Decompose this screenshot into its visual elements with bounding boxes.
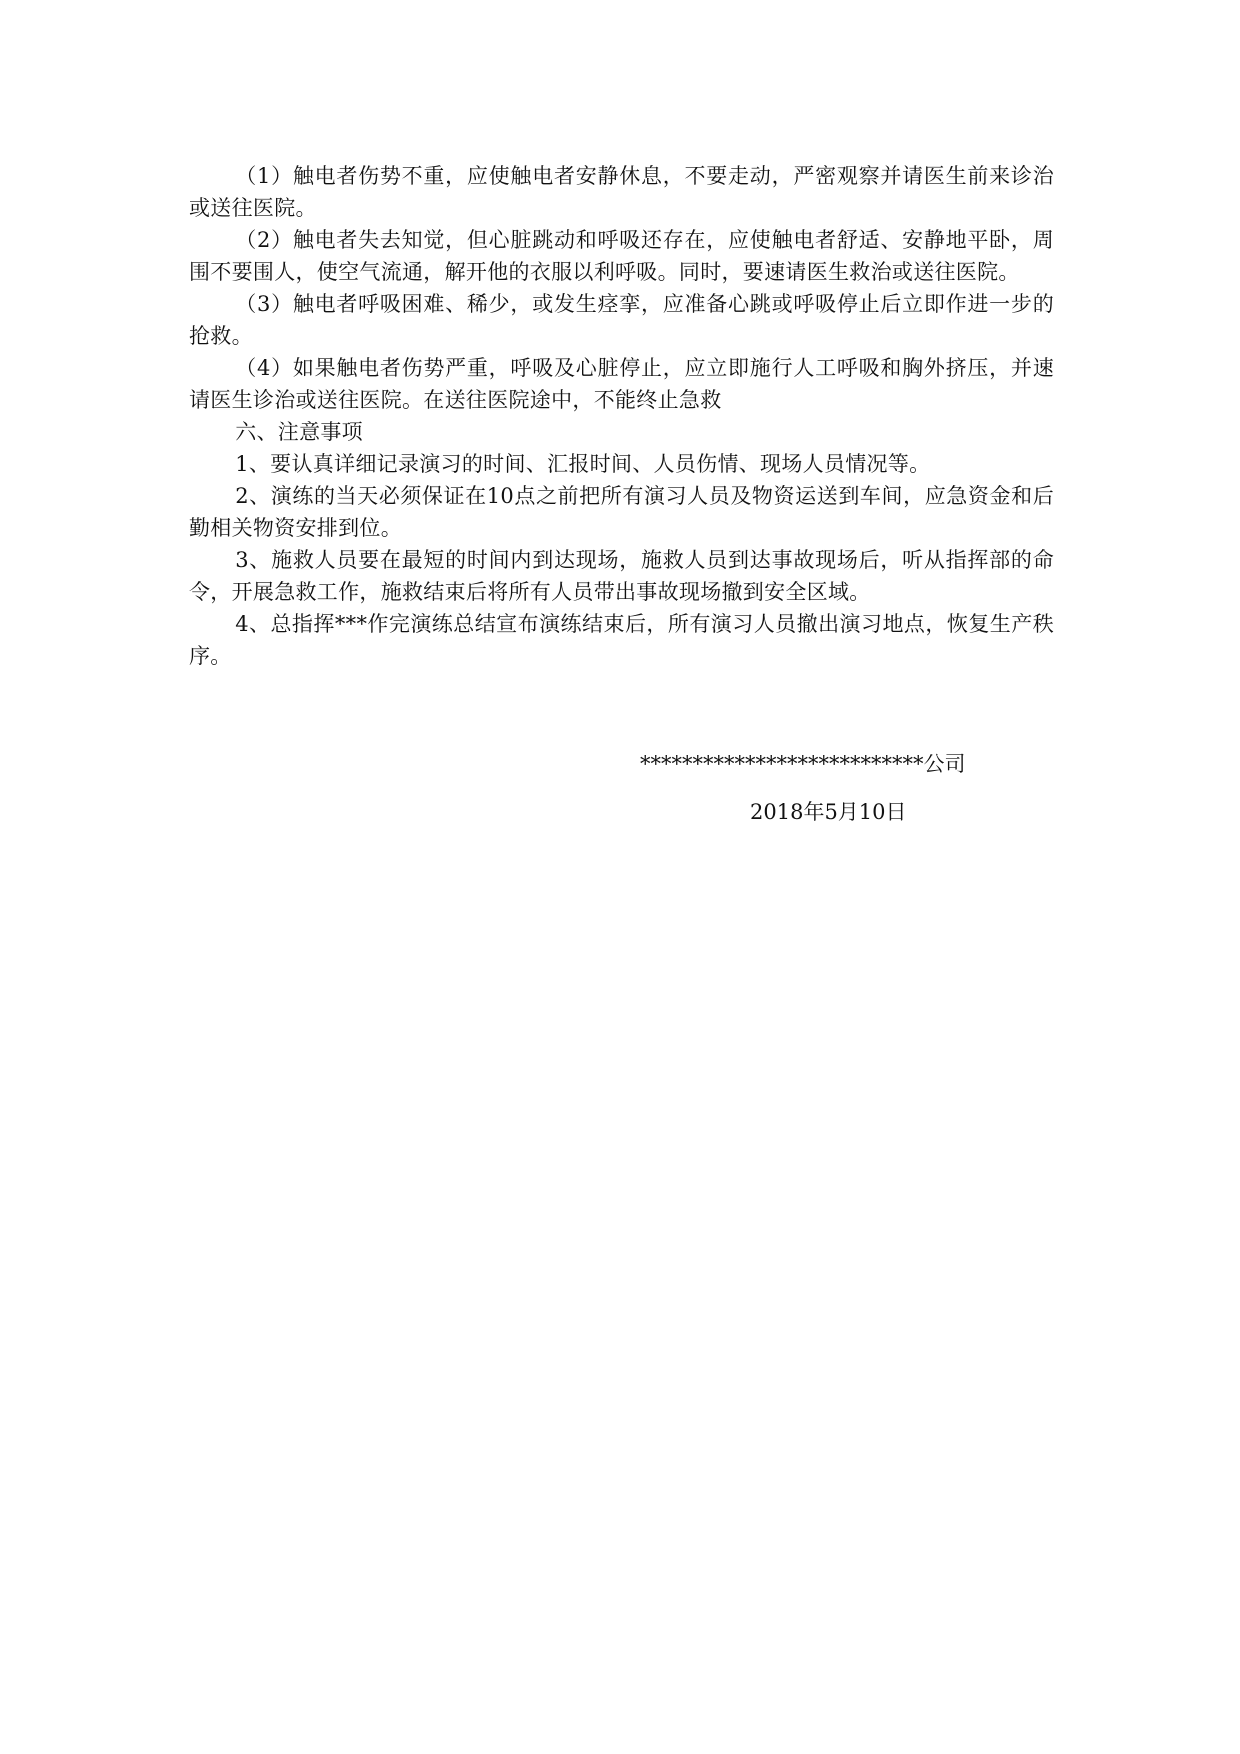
paragraph-note-2: 2、演练的当天必须保证在10点之前把所有演习人员及物资运送到车间，应急资金和后勤相关物资安排到位。	[189, 484, 1054, 540]
paragraph-note-4: 4、总指挥***作完演练总结宣布演练结束后，所有演习人员撤出演习地点，恢复生产秩序。	[189, 612, 1054, 668]
paragraph-first-aid-2: （2）触电者失去知觉，但心脏跳动和呼吸还存在，应使触电者舒适、安静地平卧，周围不要围人，使空气流通，解开他的衣服以利呼吸。同时，要速请医生救治或送往医院。	[189, 228, 1054, 284]
document-date: 2018年5月10日	[750, 800, 907, 824]
paragraph-note-1: 1、要认真详细记录演习的时间、汇报时间、人员伤情、现场人员情况等。	[235, 452, 931, 476]
company-signature: ***************************公司	[640, 752, 966, 776]
document-body	[189, 160, 1054, 672]
paragraph-first-aid-1: （1）触电者伤势不重，应使触电者安静休息，不要走动，严密观察并请医生前来诊治或送往医院。	[189, 164, 1054, 220]
paragraph-first-aid-4: （4）如果触电者伤势严重，呼吸及心脏停止，应立即施行人工呼吸和胸外挤压，并速请医生诊治或送往医院。在送往医院途中，不能终止急救	[189, 356, 1054, 412]
paragraph-first-aid-3: （3）触电者呼吸困难、稀少，或发生痉挛，应准备心跳或呼吸停止后立即作进一步的抢救。	[189, 292, 1054, 348]
paragraph-note-3: 3、施救人员要在最短的时间内到达现场，施救人员到达事故现场后，听从指挥部的命令，开展急救工作，施救结束后将所有人员带出事故现场撤到安全区域。	[189, 548, 1054, 604]
section-heading-notes: 六、注意事项	[235, 420, 363, 444]
